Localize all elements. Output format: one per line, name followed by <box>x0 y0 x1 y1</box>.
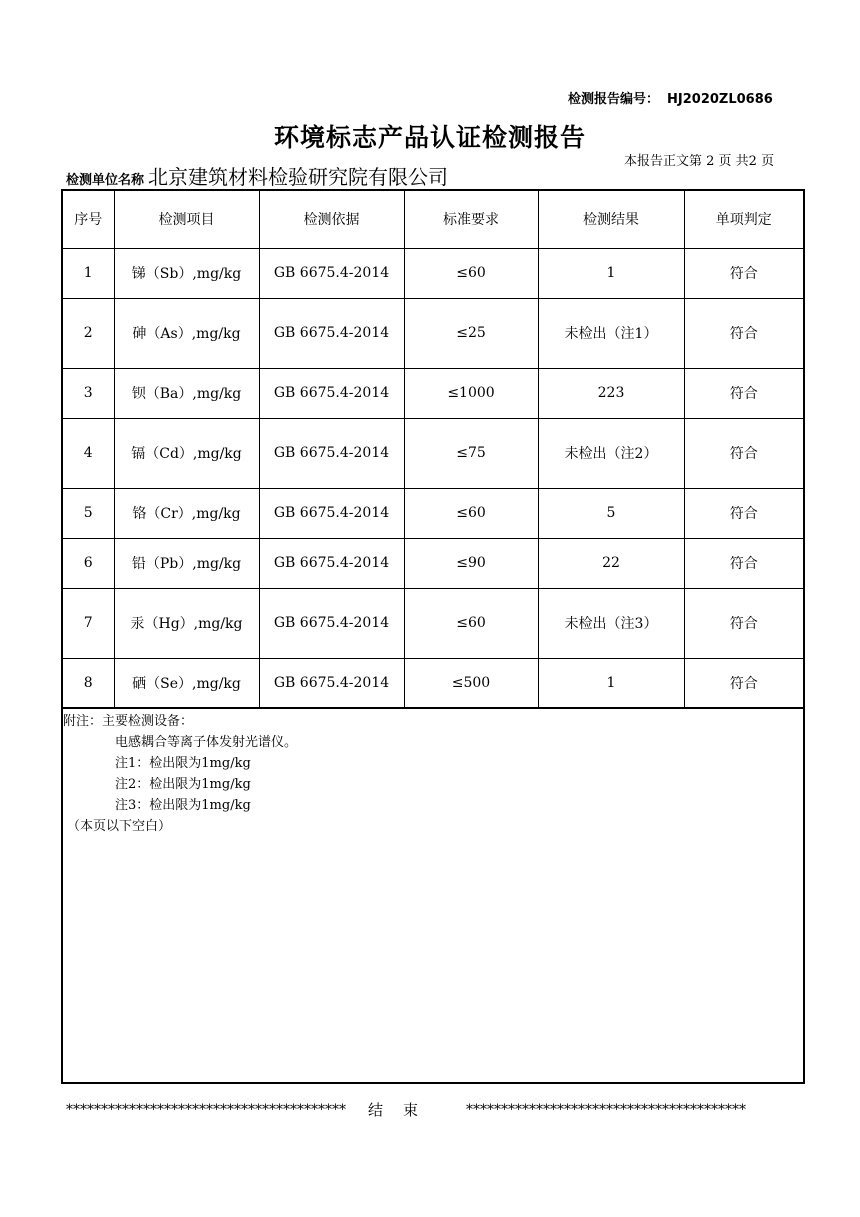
cell-basis: GB 6675.4-2014 <box>259 488 404 538</box>
note-1: 注1：检出限为1mg/kg <box>115 756 251 771</box>
end-text: 结束 <box>368 1101 439 1119</box>
cell-requirement: ≤500 <box>404 658 538 708</box>
testing-unit-name: 北京建筑材料检验研究院有限公司 <box>148 165 449 189</box>
cell-result: 1 <box>538 658 684 708</box>
cell-result: 未检出（注3） <box>538 588 684 658</box>
report-frame <box>61 189 805 1084</box>
cell-requirement: ≤1000 <box>404 368 538 418</box>
cell-basis: GB 6675.4-2014 <box>259 538 404 588</box>
cell-no: 2 <box>63 298 114 368</box>
cell-no: 7 <box>63 588 114 658</box>
results-table <box>63 191 803 709</box>
notes-equipment: 电感耦合等离子体发射光谱仪。 <box>115 735 298 750</box>
notes-section <box>63 711 298 837</box>
cell-result: 5 <box>538 488 684 538</box>
cell-item: 铬（Cr）,mg/kg <box>114 488 259 538</box>
cell-requirement: ≤25 <box>404 298 538 368</box>
document-title: 环境标志产品认证检测报告 <box>273 123 586 152</box>
table-row <box>63 248 803 298</box>
report-number-label: 检测报告编号： <box>568 92 660 107</box>
cell-requirement: ≤60 <box>404 248 538 298</box>
cell-result: 未检出（注1） <box>538 298 684 368</box>
table-header-row <box>63 191 803 248</box>
col-header-item: 检测项目 <box>114 191 259 248</box>
report-number-value: HJ2020ZL0686 <box>667 92 773 107</box>
note-3: 注3：检出限为1mg/kg <box>115 798 251 813</box>
cell-basis: GB 6675.4-2014 <box>259 658 404 708</box>
cell-requirement: ≤90 <box>404 538 538 588</box>
cell-no: 1 <box>63 248 114 298</box>
testing-unit-label: 检测单位名称 <box>66 173 145 188</box>
cell-item: 镉（Cd）,mg/kg <box>114 418 259 488</box>
page-info: 本报告正文第 2 页 共2 页 <box>624 154 775 169</box>
cell-no: 4 <box>63 418 114 488</box>
cell-item: 硒（Se）,mg/kg <box>114 658 259 708</box>
cell-verdict: 符合 <box>684 488 803 538</box>
cell-requirement: ≤60 <box>404 488 538 538</box>
cell-verdict: 符合 <box>684 298 803 368</box>
cell-verdict: 符合 <box>684 368 803 418</box>
cell-result: 22 <box>538 538 684 588</box>
end-stars-left: **************************************** <box>66 1101 346 1118</box>
col-header-no: 序号 <box>63 191 114 248</box>
table-row <box>63 588 803 658</box>
cell-verdict: 符合 <box>684 538 803 588</box>
cell-basis: GB 6675.4-2014 <box>259 298 404 368</box>
cell-result: 1 <box>538 248 684 298</box>
cell-basis: GB 6675.4-2014 <box>259 418 404 488</box>
cell-no: 5 <box>63 488 114 538</box>
cell-no: 8 <box>63 658 114 708</box>
col-header-basis: 检测依据 <box>259 191 404 248</box>
cell-item: 钡（Ba）,mg/kg <box>114 368 259 418</box>
end-stars-right: **************************************** <box>466 1101 747 1118</box>
note-2: 注2：检出限为1mg/kg <box>115 777 251 792</box>
col-header-requirement: 标准要求 <box>404 191 538 248</box>
cell-result: 未检出（注2） <box>538 418 684 488</box>
cell-basis: GB 6675.4-2014 <box>259 588 404 658</box>
table-row <box>63 488 803 538</box>
table-row <box>63 298 803 368</box>
col-header-verdict: 单项判定 <box>684 191 803 248</box>
cell-no: 3 <box>63 368 114 418</box>
table-row <box>63 538 803 588</box>
end-marker <box>66 1099 806 1120</box>
cell-item: 砷（As）,mg/kg <box>114 298 259 368</box>
table-row <box>63 368 803 418</box>
report-number <box>568 88 773 107</box>
cell-item: 锑（Sb）,mg/kg <box>114 248 259 298</box>
testing-unit <box>66 161 448 190</box>
cell-result: 223 <box>538 368 684 418</box>
cell-verdict: 符合 <box>684 418 803 488</box>
col-header-result: 检测结果 <box>538 191 684 248</box>
cell-basis: GB 6675.4-2014 <box>259 248 404 298</box>
cell-basis: GB 6675.4-2014 <box>259 368 404 418</box>
table-row <box>63 418 803 488</box>
cell-item: 汞（Hg）,mg/kg <box>114 588 259 658</box>
cell-no: 6 <box>63 538 114 588</box>
notes-heading: 附注：主要检测设备： <box>63 714 194 729</box>
table-row <box>63 658 803 708</box>
cell-requirement: ≤60 <box>404 588 538 658</box>
cell-verdict: 符合 <box>684 658 803 708</box>
cell-verdict: 符合 <box>684 248 803 298</box>
cell-requirement: ≤75 <box>404 418 538 488</box>
blank-remark: （本页以下空白） <box>67 819 172 834</box>
cell-item: 铅（Pb）,mg/kg <box>114 538 259 588</box>
cell-verdict: 符合 <box>684 588 803 658</box>
